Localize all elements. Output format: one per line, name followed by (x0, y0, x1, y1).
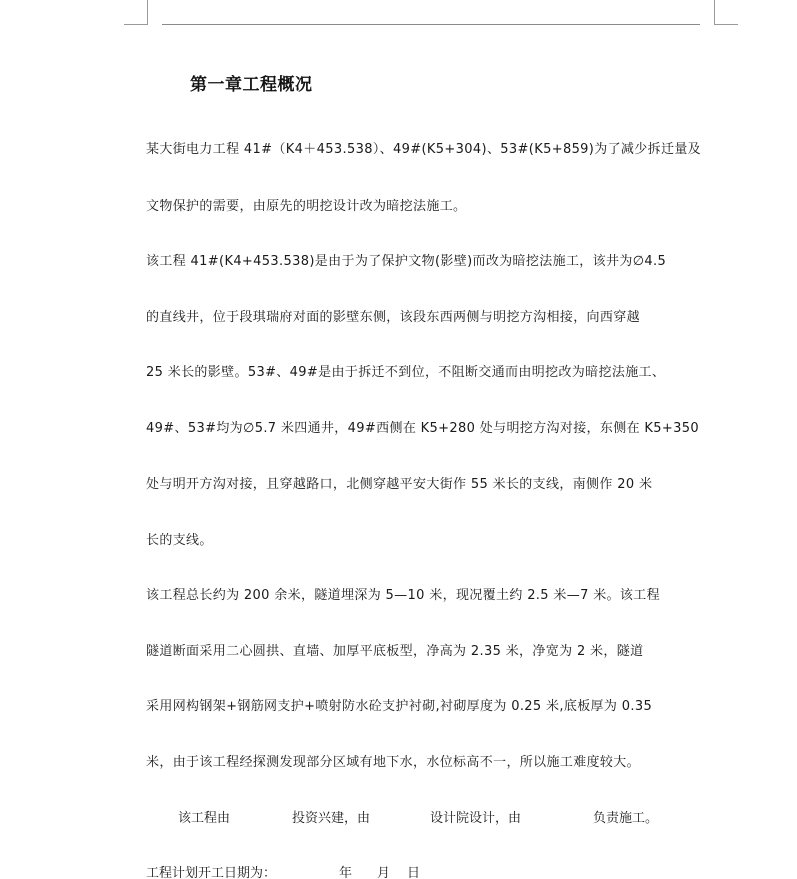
body-line: 隧道断面采用二心圆拱、直墙、加厚平底板型，净高为 2.35 米，净宽为 2 米，隧道 (146, 644, 644, 659)
crop-mark-top-right (714, 0, 715, 24)
responsibility-part: 负责施工。 (593, 811, 659, 826)
chapter-title: 第一章工程概况 (190, 75, 313, 95)
body-line: 长的支线。 (146, 533, 213, 548)
responsibility-part: 设计院设计，由 (430, 811, 522, 826)
start-date-label: 工程计划开工日期为： (146, 866, 277, 879)
body-line: 处与明开方沟对接，且穿越路口，北侧穿越平安大街作 55 米长的支线，南侧作 20 米 (146, 477, 653, 492)
body-line: 米，由于该工程经探测发现部分区域有地下水，水位标高不一，所以施工难度较大。 (146, 755, 640, 770)
header-rule (162, 24, 700, 25)
body-line: 该工程 41#(K4+453.538)是由于为了保护文物(影壁)而改为暗挖法施工，该井为∅4.5 (146, 254, 667, 269)
start-date-line (0, 862, 797, 879)
start-date-year: 年 (339, 866, 353, 879)
body-line: 采用网构钢架+钢筋网支护+喷射防水砼支护衬砌,衬砌厚度为 0.25 米,底板厚为 0.35 (146, 699, 653, 714)
start-date-day: 日 (407, 866, 421, 879)
body-line: 该工程总长约为 200 余米，隧道埋深为 5—10 米，现况覆土约 2.5 米—7 米。该工程 (146, 588, 660, 603)
body-line: 文物保护的需要，由原先的明挖设计改为暗挖法施工。 (146, 199, 467, 214)
responsibility-part: 该工程由 (178, 811, 231, 826)
body-line: 49#、53#均为∅5.7 米四通井，49#西侧在 K5+280 处与明挖方沟对接，东侧在 K5+350 (146, 421, 700, 436)
body-line: 的直线井，位于段琪瑞府对面的影壁东侧，该段东西两侧与明挖方沟相接，向西穿越 (146, 310, 640, 325)
crop-mark-top-right (714, 24, 738, 25)
responsibility-line (0, 807, 797, 827)
crop-mark-top-left (124, 24, 148, 25)
crop-mark-top-left (147, 0, 148, 24)
responsibility-part: 投资兴建，由 (292, 811, 371, 826)
body-line: 25 米长的影壁。53#、49#是由于拆迁不到位，不阻断交通而由明挖改为暗挖法施工、 (146, 365, 666, 380)
body-line: 某大街电力工程 41#（K4＋453.538）、49#(K5+304)、53#(K5+859)为了减少拆迁量及 (146, 142, 702, 157)
start-date-month: 月 (377, 866, 391, 879)
